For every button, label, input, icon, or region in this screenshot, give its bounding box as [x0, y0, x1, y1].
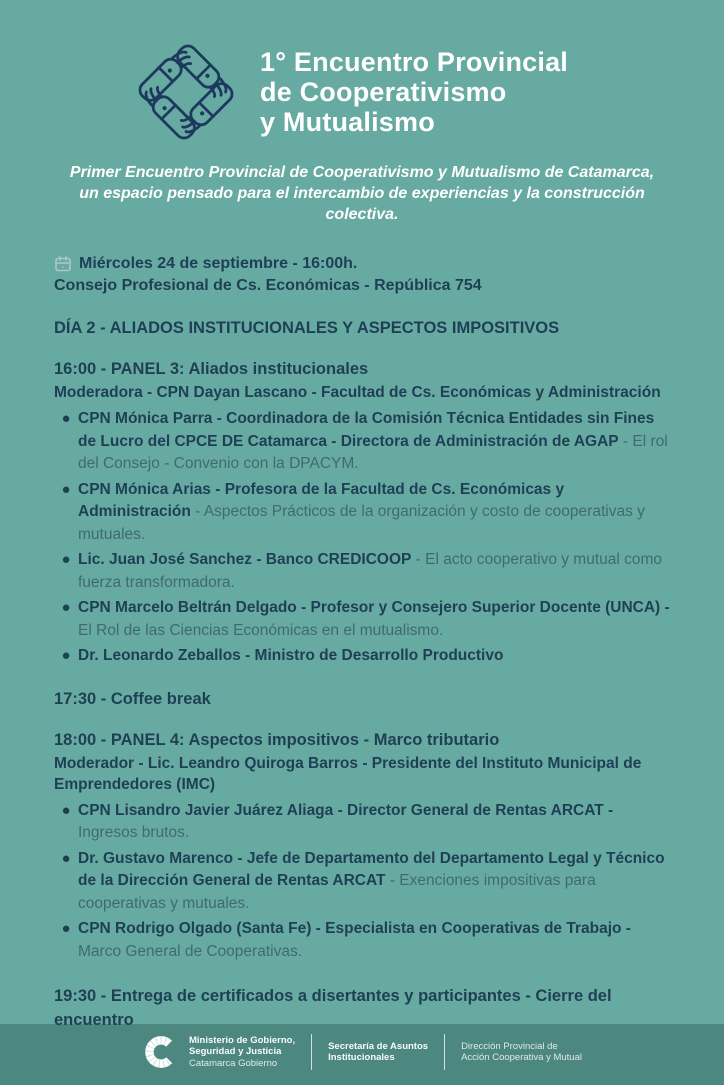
- hands-logo-icon: [130, 36, 242, 148]
- direction-block: [461, 1041, 582, 1064]
- secretariat-block: [328, 1041, 428, 1064]
- speaker-topic: Ingresos brutos.: [78, 824, 190, 842]
- panel3-speaker-list: [54, 408, 670, 668]
- poster-footer: [54, 1033, 670, 1085]
- panel-3-section: [54, 338, 670, 667]
- panel-4-section: [54, 709, 670, 964]
- footer-divider: [444, 1034, 445, 1070]
- ministry-subline: Catamarca Gobierno: [189, 1058, 278, 1070]
- speaker-item: [54, 549, 670, 594]
- event-title-line: y Mutualismo: [260, 107, 435, 138]
- speaker-item: [54, 918, 670, 963]
- speaker-name: Dr. Leonardo Zeballos - Ministro de Desarrollo Productivo: [78, 647, 504, 665]
- ministry-text: [189, 1035, 295, 1070]
- event-datetime: Miércoles 24 de septiembre - 16:00h.: [79, 255, 358, 273]
- speaker-item: [54, 408, 670, 476]
- bullet-dot: ●: [61, 551, 71, 569]
- event-datetime-row: [54, 255, 670, 273]
- bullet-dot: ●: [61, 801, 71, 819]
- event-title: [260, 47, 568, 138]
- speaker-item: [54, 597, 670, 642]
- footer-divider: [311, 1034, 312, 1070]
- speaker-item: [54, 479, 670, 547]
- calendar-icon: [54, 255, 72, 273]
- speaker-topic: El Rol de las Ciencias Económicas en el mutualismo.: [78, 621, 444, 639]
- speaker-name: CPN Lisandro Javier Juárez Aliaga - Director General de Rentas ARCAT -: [78, 801, 614, 819]
- event-title-line: 1° Encuentro Provincial: [260, 46, 568, 77]
- speaker-name: CPN Rodrigo Olgado (Santa Fe) - Especialista en Cooperativas de Trabajo -: [78, 920, 631, 938]
- bullet-dot: ●: [61, 647, 71, 665]
- speaker-topic: - Aspectos Prácticos de la organización y costo de cooperativas y mutuales.: [78, 503, 645, 543]
- panel4-moderator: Moderador - Lic. Leandro Quiroga Barros - Presidente del Instituto Municipal de Emprendedores (IMC): [54, 754, 642, 794]
- panel3-heading: 16:00 - PANEL 3: Aliados institucionales: [54, 360, 369, 379]
- secretariat-line: Secretaría de Asuntos: [328, 1040, 429, 1052]
- speaker-topic: - Exenciones impositivas para cooperativas y mutuales.: [78, 872, 596, 912]
- speaker-item: [54, 645, 670, 668]
- bullet-dot: ●: [61, 920, 71, 938]
- closing-heading: 19:30 - Entrega de certificados a disertantes y participantes - Cierre del encuentro: [54, 987, 612, 1030]
- catamarca-logo-icon: [142, 1033, 180, 1071]
- bullet-dot: ●: [61, 480, 71, 498]
- ministry-line: Seguridad y Justicia: [189, 1046, 282, 1058]
- bullet-dot: ●: [61, 410, 71, 428]
- event-venue: Consejo Profesional de Cs. Económicas - República 754: [54, 277, 482, 295]
- speaker-item: [54, 800, 670, 845]
- speaker-name: CPN Marcelo Beltrán Delgado - Profesor y Consejero Superior Docente (UNCA) -: [78, 599, 670, 617]
- event-title-line: de Cooperativismo: [260, 76, 507, 107]
- direction-line: Dirección Provincial de: [461, 1040, 558, 1052]
- speaker-name: CPN Mónica Parra - Coordinadora de la Comisión Técnica Entidades sin Fines de Lucro del CPCE DE Catamarca - Directora de Administración de AGAP: [78, 410, 655, 450]
- speaker-name: Lic. Juan José Sanchez - Banco CREDICOOP: [78, 551, 412, 569]
- coffee-break-heading: 17:30 - Coffee break: [54, 689, 211, 708]
- event-subtitle: Primer Encuentro Provincial de Cooperativismo y Mutualismo de Catamarca, un espacio pensado para el intercambio de experiencias y la construcción colectiva.: [69, 164, 655, 224]
- speaker-name: Dr. Gustavo Marenco - Jefe de Departamento del Departamento Legal y Técnico de la Dirección General de Rentas ARCAT: [78, 849, 665, 890]
- poster-header: [54, 36, 644, 148]
- speaker-topic: Marco General de Cooperativas.: [78, 942, 303, 960]
- direction-line: Acción Cooperativa y Mutual: [461, 1052, 582, 1064]
- speaker-item: [54, 848, 670, 916]
- day-heading: DÍA 2 - ALIADOS INSTITUCIONALES Y ASPECTOS IMPOSITIVOS: [54, 319, 560, 338]
- panel4-heading: 18:00 - PANEL 4: Aspectos impositivos - Marco tributario: [54, 730, 500, 749]
- speaker-name: CPN Mónica Arias - Profesora de la Facultad de Cs. Económicas y Administración: [78, 480, 565, 521]
- bullet-dot: ●: [61, 599, 71, 617]
- panel3-moderator: Moderadora - CPN Dayan Lascano - Facultad de Cs. Económicas y Administración: [54, 384, 661, 402]
- ministry-block: [142, 1033, 295, 1071]
- speaker-topic: - El acto cooperativo y mutual como fuerza transformadora.: [78, 551, 663, 591]
- bullet-dot: ●: [61, 849, 71, 867]
- panel4-speaker-list: [54, 800, 670, 964]
- secretariat-line: Institucionales: [328, 1052, 395, 1064]
- speaker-topic: - El rol del Consejo - Convenio con la DPACYM.: [78, 432, 668, 473]
- ministry-line: Ministerio de Gobierno,: [189, 1034, 296, 1046]
